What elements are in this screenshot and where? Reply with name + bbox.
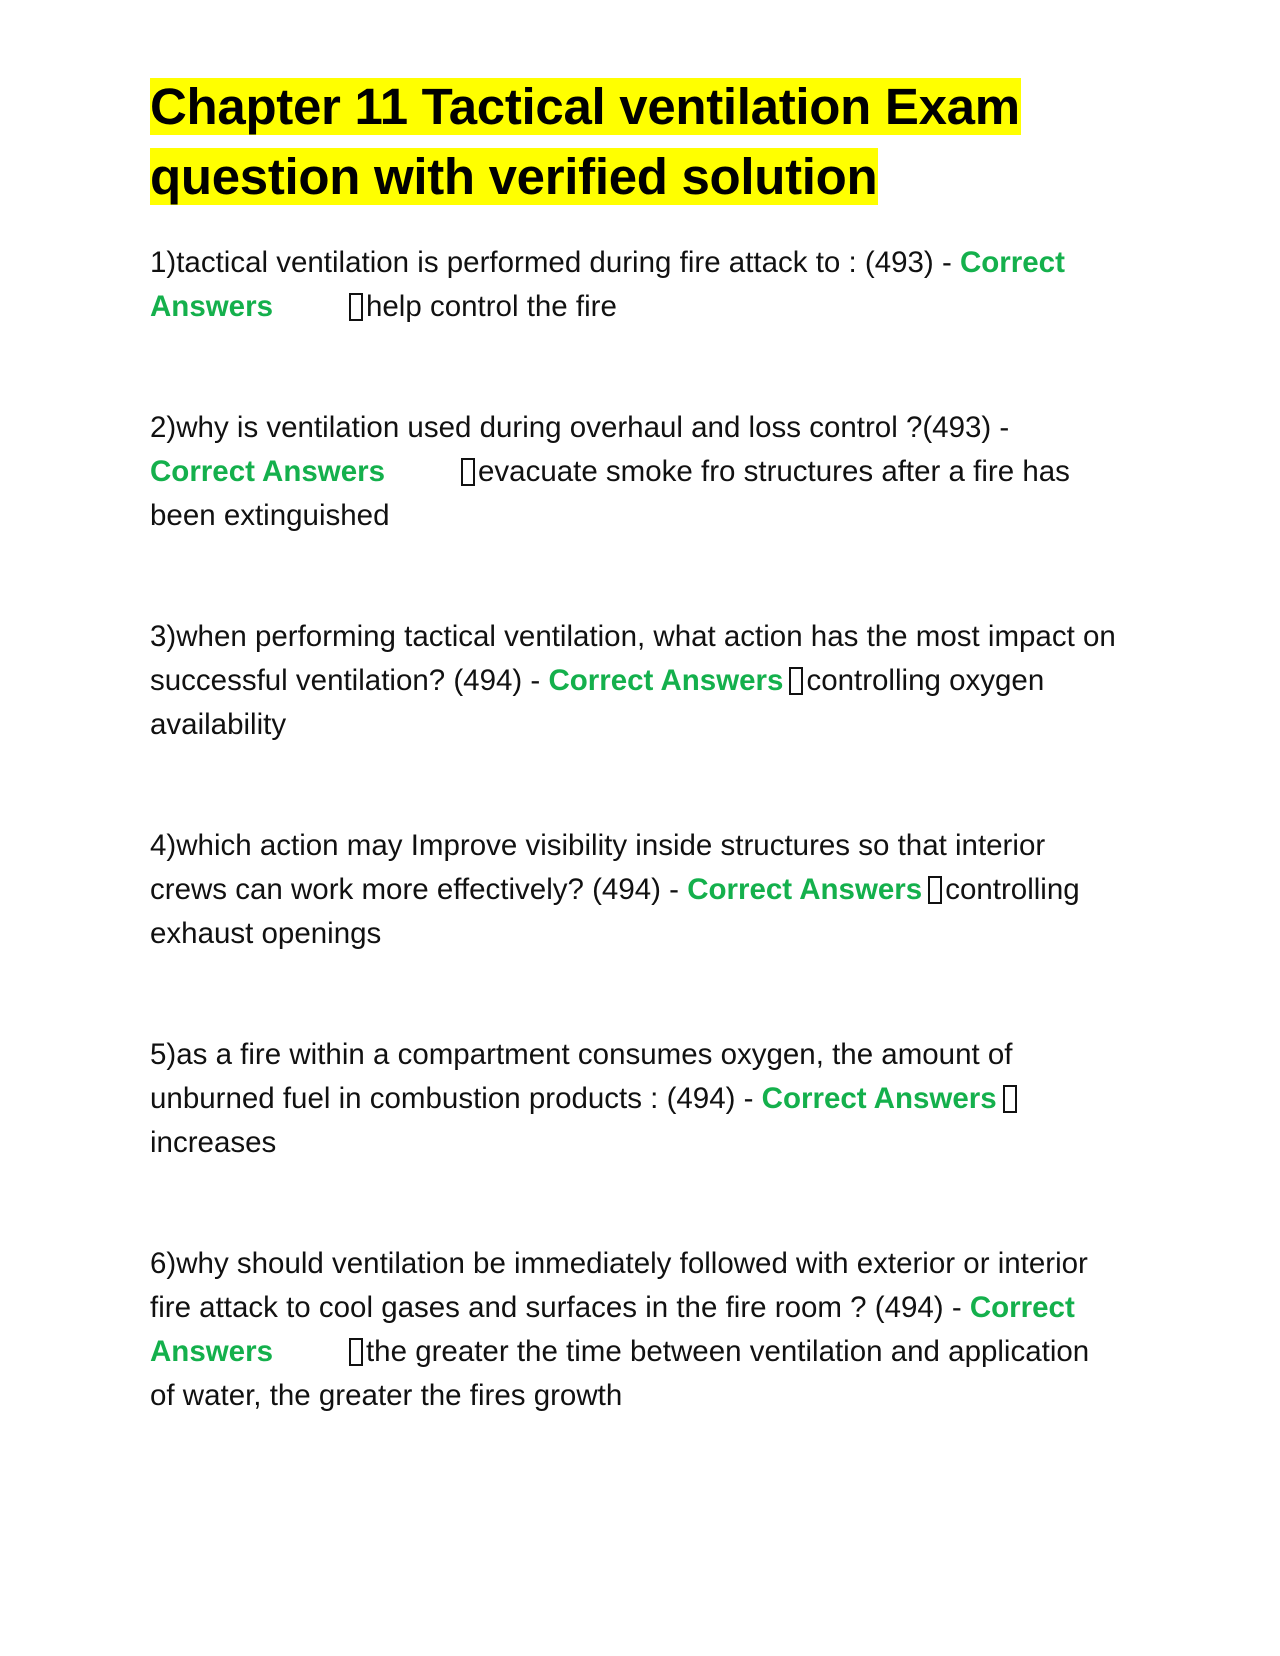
correct-answers-label: Correct Answers: [548, 664, 784, 697]
question-item-3: [150, 615, 1120, 747]
answer-text: evacuate smoke fro structures after a fire has been extinguished: [150, 455, 1070, 532]
answer-text: increases: [150, 1126, 277, 1159]
question-text: 6)why should ventilation be immediately followed with exterior or interior fire attack to cool gases and surfaces in the fire room ? (494) -: [150, 1247, 1088, 1324]
question-text: 5)as a fire within a compartment consumes oxygen, the amount of unburned fuel in combustion products : (494) -: [150, 1038, 1013, 1115]
question-item-5: [150, 1033, 1120, 1165]
document-page: [150, 72, 1130, 1418]
answer-text: the greater the time between ventilation and application of water, the greater the fires growth: [150, 1335, 1090, 1412]
question-item-1: [150, 241, 1120, 329]
correct-answers-label: Correct Answers: [150, 246, 1065, 323]
correct-answers-label: Correct Answers: [150, 455, 385, 488]
box-glyph-icon: [461, 458, 475, 486]
title-line-2: question with verified solution: [150, 148, 878, 205]
question-item-2: [150, 406, 1120, 538]
box-glyph-icon: [789, 667, 803, 695]
question-text: 1)tactical ventilation is performed during fire attack to : (493) -: [150, 246, 960, 279]
question-list: [150, 241, 1130, 1418]
question-item-6: [150, 1242, 1120, 1418]
box-glyph-icon: [349, 293, 363, 321]
answer-text: controlling oxygen availability: [150, 664, 1045, 741]
correct-answers-label: Correct Answers: [687, 873, 923, 906]
box-glyph-icon: [349, 1338, 363, 1366]
question-text: 3)when performing tactical ventilation, what action has the most impact on successful ventilation? (494) -: [150, 620, 1116, 697]
answer-text: help control the fire: [365, 290, 617, 323]
box-glyph-icon: [1003, 1085, 1017, 1113]
correct-answers-label: Correct Answers: [150, 1291, 1075, 1368]
answer-text: controlling exhaust openings: [150, 873, 1080, 950]
question-text: 4)which action may Improve visibility inside structures so that interior crews can work more effectively? (494) -: [150, 829, 1046, 906]
question-text: 2)why is ventilation used during overhaul and loss control ?(493) -: [150, 411, 1010, 444]
box-glyph-icon: [928, 876, 942, 904]
document-title: [150, 72, 1130, 212]
correct-answers-label: Correct Answers: [761, 1082, 997, 1115]
question-item-4: [150, 824, 1120, 956]
title-line-1: Chapter 11 Tactical ventilation Exam: [150, 78, 1020, 135]
